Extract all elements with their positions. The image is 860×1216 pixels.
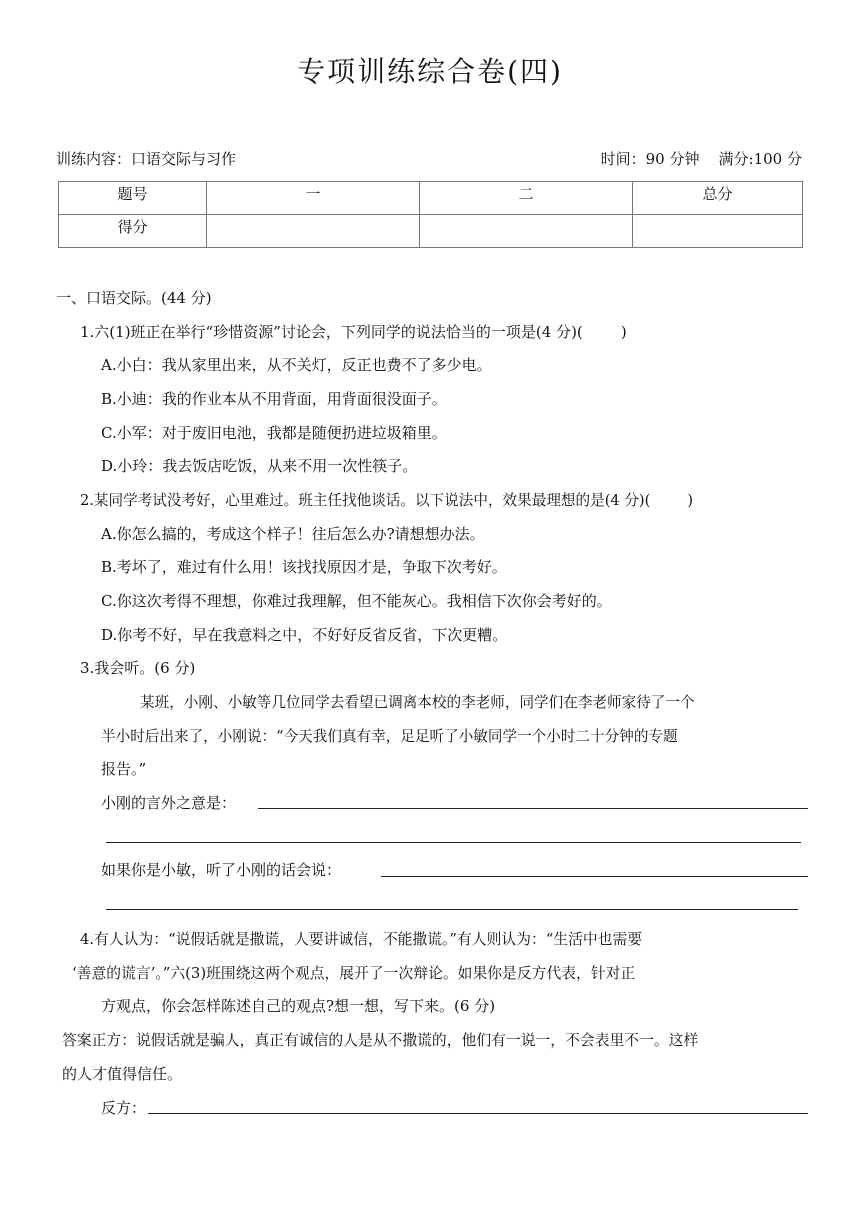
question-3-stem: 3.我会听。(6 分) [80, 659, 196, 677]
q1-option-b: B.小迪：我的作业本从不用背面，用背面很没面子。 [101, 390, 447, 408]
fanfang-answer-line[interactable] [148, 1113, 808, 1114]
answer-zhengfang-line-2: 的人才值得信任。 [62, 1065, 183, 1083]
score-cell-one[interactable] [207, 215, 420, 248]
q2-option-d: D.你考不好，早在我意料之中，不好好反省反省，下次更糟。 [101, 626, 508, 644]
question-2-stem: 2.某同学考试没考好，心里难过。班主任找他谈话。以下说法中，效果最理想的是(4 分)( ) [80, 492, 694, 509]
q3-answer-line-4[interactable] [106, 909, 798, 910]
score-table [58, 181, 803, 248]
question-4-line-2: ‘善意的谎言’。”六(3)班围绕这两个观点，展开了一次辩论。如果你是反方代表，针对正 [72, 965, 636, 982]
q3-passage-line-3: 报告。” [101, 760, 147, 778]
q2-option-a: A.你怎么搞的，考成这个样子！往后怎么办?请想想办法。 [101, 525, 485, 543]
question-1-stem: 1.六(1)班正在举行“珍惜资源”讨论会，下列同学的说法恰当的一项是(4 分)( ) [80, 323, 627, 341]
answer-zhengfang-line-1: 答案正方：说假话就是骗人，真正有诚信的人是从不撒谎的，他们有一说一，不会表里不一。这样 [62, 1032, 699, 1049]
header-part-two: 二 [420, 182, 633, 215]
score-cell-total[interactable] [633, 215, 803, 248]
q1-option-a: A.小白：我从家里出来，从不关灯，反正也费不了多少电。 [101, 356, 492, 374]
question-4-line-3: 方观点，你会怎样陈述自己的观点?想一想，写下来。(6 分) [101, 997, 496, 1015]
training-content: 训练内容：口语交际与习作 [56, 150, 237, 168]
q3-passage-line-2: 半小时后出来了，小刚说：“今天我们真有幸，足足听了小敏同学一个小时二十分钟的专题 [101, 728, 678, 745]
q1-option-d: D.小玲：我去饭店吃饭，从来不用一次性筷子。 [101, 457, 418, 475]
q1-option-c: C.小军：对于废旧电池，我都是随便扔进垃圾箱里。 [101, 424, 447, 442]
section-heading: 一、口语交际。(44 分) [56, 289, 212, 307]
question-4-line-1: 4.有人认为：“说假话就是撒谎，人要讲诚信，不能撒谎。”有人则认为：“生活中也需要 [80, 931, 643, 948]
q3-answer-line-3[interactable] [381, 876, 808, 877]
q2-option-b: B.考坏了，难过有什么用！该找找原因才是，争取下次考好。 [101, 558, 507, 576]
q3-answer-line-2[interactable] [106, 842, 801, 843]
row-label-score: 得分 [59, 215, 207, 248]
header-part-one: 一 [207, 182, 420, 215]
q2-option-c: C.你这次考得不理想，你难过我理解，但不能灰心。我相信下次你会考好的。 [101, 592, 612, 610]
q3-passage-line-1: 某班，小刚、小敏等几位同学去看望已调离本校的李老师，同学们在李老师家待了一个 [140, 694, 695, 711]
score-cell-two[interactable] [420, 215, 633, 248]
score-table-header-row [59, 182, 803, 215]
page-title: 专项训练综合卷(四) [297, 55, 563, 88]
score-table-score-row [59, 215, 803, 248]
fanfang-label: 反方： [101, 1099, 147, 1117]
header-question-number: 题号 [59, 182, 207, 215]
q3-prompt-2: 如果你是小敏，听了小刚的话会说： [101, 861, 342, 879]
q3-prompt-1: 小刚的言外之意是： [101, 794, 237, 812]
q3-answer-line-1[interactable] [258, 808, 808, 809]
header-total: 总分 [633, 182, 803, 215]
time-and-score: 时间：90 分钟 满分:100 分 [600, 150, 802, 168]
